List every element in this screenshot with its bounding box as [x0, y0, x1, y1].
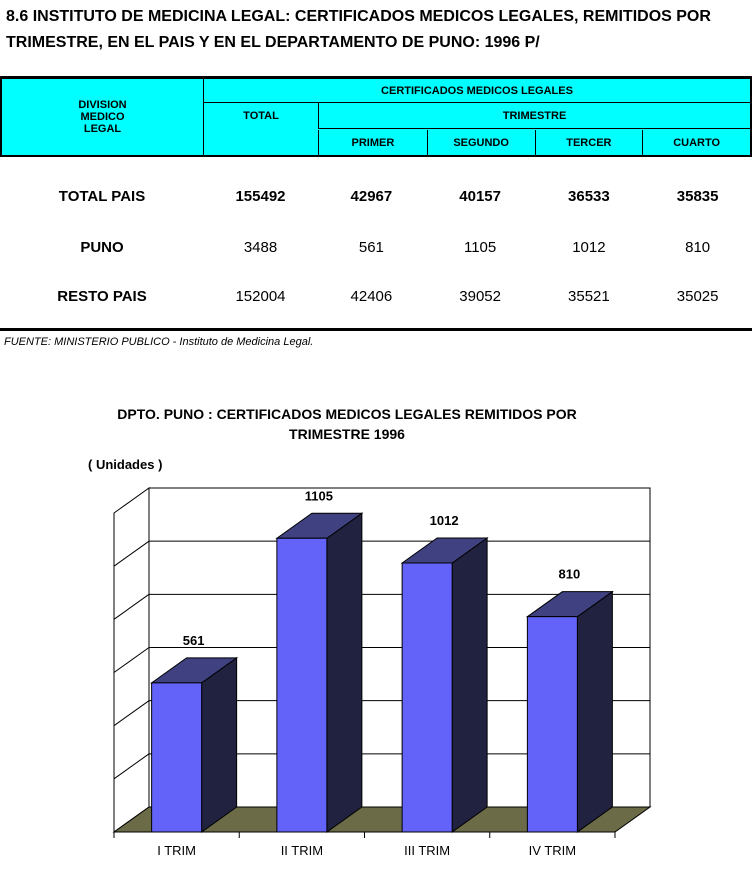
cell-q1: 42406: [350, 287, 393, 305]
row-label: RESTO PAIS: [57, 287, 147, 305]
page-title-line2: TRIMESTRE, EN EL PAIS Y EN EL DEPARTAMENTO DE PUNO: 1996 P/: [6, 34, 540, 51]
header-certificados-group: CERTIFICADOS MEDICOS LEGALES: [204, 79, 750, 103]
bar-chart-3d: [0, 478, 752, 878]
category-label: II TRIM: [280, 843, 324, 858]
page-title-line1: 8.6 INSTITUTO DE MEDICINA LEGAL: CERTIFICADOS MEDICOS LEGALES, REMITIDOS POR: [6, 8, 711, 25]
header-legal: LEGAL: [83, 123, 122, 135]
bar-side-face: [577, 592, 612, 832]
bar-value-label: 561: [182, 632, 205, 648]
cell-q4: 35835: [676, 187, 719, 205]
bar-front-face: [402, 563, 452, 832]
chart-title: [47, 404, 647, 444]
category-label: I TRIM: [157, 843, 197, 858]
cell-q2: 40157: [459, 187, 501, 205]
cell-q3: 1012: [572, 238, 606, 256]
category-label: IV TRIM: [528, 843, 577, 858]
table-row-puno: [0, 236, 752, 258]
cell-q3: 35521: [568, 287, 610, 305]
chart-title-line2: TRIMESTRE 1996: [289, 426, 405, 442]
header-division: DIVISION: [78, 99, 127, 111]
header-quarter-row: [318, 130, 750, 155]
row-label: PUNO: [80, 238, 124, 256]
cell-q1: 561: [358, 238, 384, 256]
cell-total: 155492: [235, 187, 286, 205]
category-label: III TRIM: [404, 843, 451, 858]
table-row-total-pais: [0, 185, 752, 207]
header-division-medico-legal: [2, 79, 204, 155]
cell-q2: 39052: [459, 287, 501, 305]
header-medico: MEDICO: [80, 111, 125, 123]
bar-front-face: [277, 538, 327, 832]
chart-units-label: ( Unidades ): [88, 457, 163, 472]
cell-total: 152004: [235, 287, 286, 305]
table-header: [0, 76, 752, 157]
header-primer: PRIMER: [351, 136, 395, 149]
header-tercer: TERCER: [535, 130, 643, 155]
cell-q4: 35025: [676, 287, 719, 305]
cell-q3: 36533: [568, 187, 610, 205]
cell-q2: 1105: [463, 238, 497, 256]
bar-value-label: 1012: [429, 512, 459, 528]
table-row-resto-pais: [0, 285, 752, 307]
chart-title-line1: DPTO. PUNO : CERTIFICADOS MEDICOS LEGALES REMITIDOS POR: [117, 406, 577, 422]
bar-side-face: [327, 513, 362, 832]
bar-value-label: 1105: [304, 488, 333, 504]
bar-value-label: 810: [558, 566, 581, 582]
header-segundo: SEGUNDO: [427, 130, 535, 155]
cell-q1: 42967: [350, 187, 393, 205]
table-bottom-rule: [0, 328, 752, 331]
bar-side-face: [452, 538, 487, 832]
row-label: TOTAL PAIS: [58, 187, 146, 205]
bar-front-face: [527, 617, 577, 832]
header-total: TOTAL: [243, 110, 279, 122]
cell-total: 3488: [243, 238, 278, 256]
source-note: FUENTE: MINISTERIO PUBLICO - Instituto de Medicina Legal.: [4, 336, 314, 348]
header-trimestre: TRIMESTRE: [318, 103, 750, 129]
bar-side-face: [202, 658, 237, 832]
cell-q4: 810: [685, 238, 711, 256]
bar-front-face: [152, 683, 202, 832]
header-cuarto: CUARTO: [642, 130, 750, 155]
